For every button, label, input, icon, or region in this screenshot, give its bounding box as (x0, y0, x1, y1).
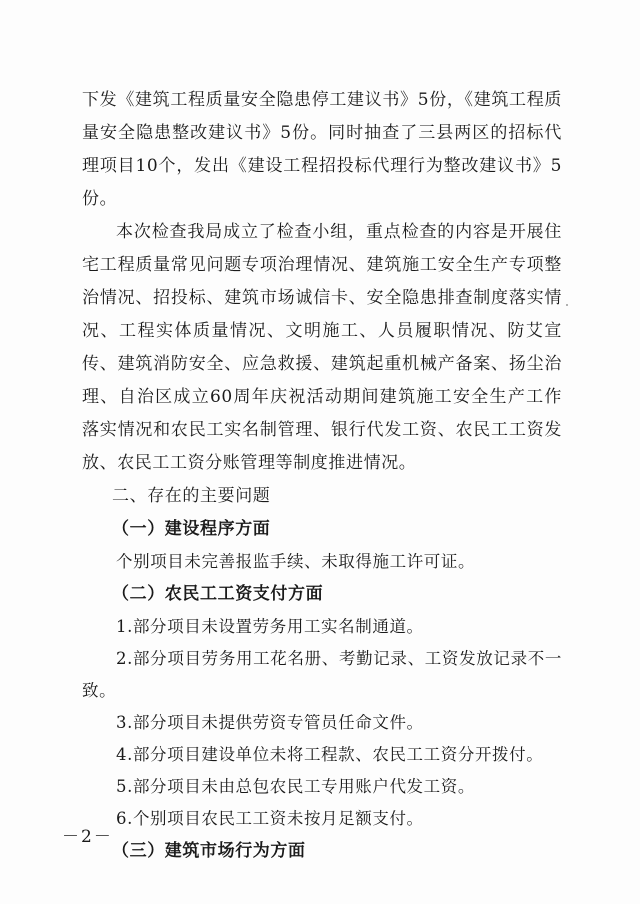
list-item: 5.部分项目未由总包农民工专用账户代发工资。 (116, 777, 475, 796)
subsection-heading-wage-payment: （二）农民工工资支付方面 (112, 584, 324, 604)
paragraph-inspection-results: 下发《建筑工程质量安全隐患停工建议书》5份，《建筑工程质量安全隐患整改建议书》5份。同时抽查了三县两区的招标代理项目10个，发出《建设工程招投标代理行为整改建议书》5份。 (82, 90, 562, 209)
list-item: 4.部分项目建设单位未将工程款、农民工工资分开拨付。 (116, 745, 544, 764)
list-item: 2.部分项目劳务用工花名册、考勤记录、工资发放记录不一致。 (82, 649, 562, 700)
construction-procedure-text: 个别项目未完善报监手续、未取得施工许可证。 (116, 552, 476, 571)
list-item: 1.部分项目未设置劳务用工实名制通道。 (116, 617, 424, 636)
subsection-heading-market-behavior: （三）建筑市场行为方面 (112, 841, 306, 861)
section-heading-main-problems: 二、存在的主要问题 (112, 486, 271, 506)
list-item: 3.部分项目未提供劳资专管员任命文件。 (116, 713, 424, 732)
subsection-heading-construction-procedure: （一）建设程序方面 (112, 519, 271, 539)
scan-speck (566, 304, 568, 306)
paragraph-inspection-scope: 本次检查我局成立了检查小组，重点检查的内容是开展住宅工程质量常见问题专项治理情况、建筑施工安全生产专项整治情况、招投标、建筑市场诚信卡、安全隐患排查制度落实情况、工程实体质量情况、文明施工、人员履职情况、防艾宣传、建筑消防安全、应急救援、建筑起重机械产备案、扬尘治理、自治区成立60周年庆祝活动期间建筑施工安全生产工作落实情况和农民工实名制管理、银行代发工资、农民工工资发放、农民工工资分账管理等制度推进情况。 (82, 222, 562, 473)
list-item: 6.个别项目农民工工资未按月足额支付。 (116, 809, 424, 828)
document-body (82, 84, 562, 868)
page-number: －2－ (62, 827, 113, 847)
